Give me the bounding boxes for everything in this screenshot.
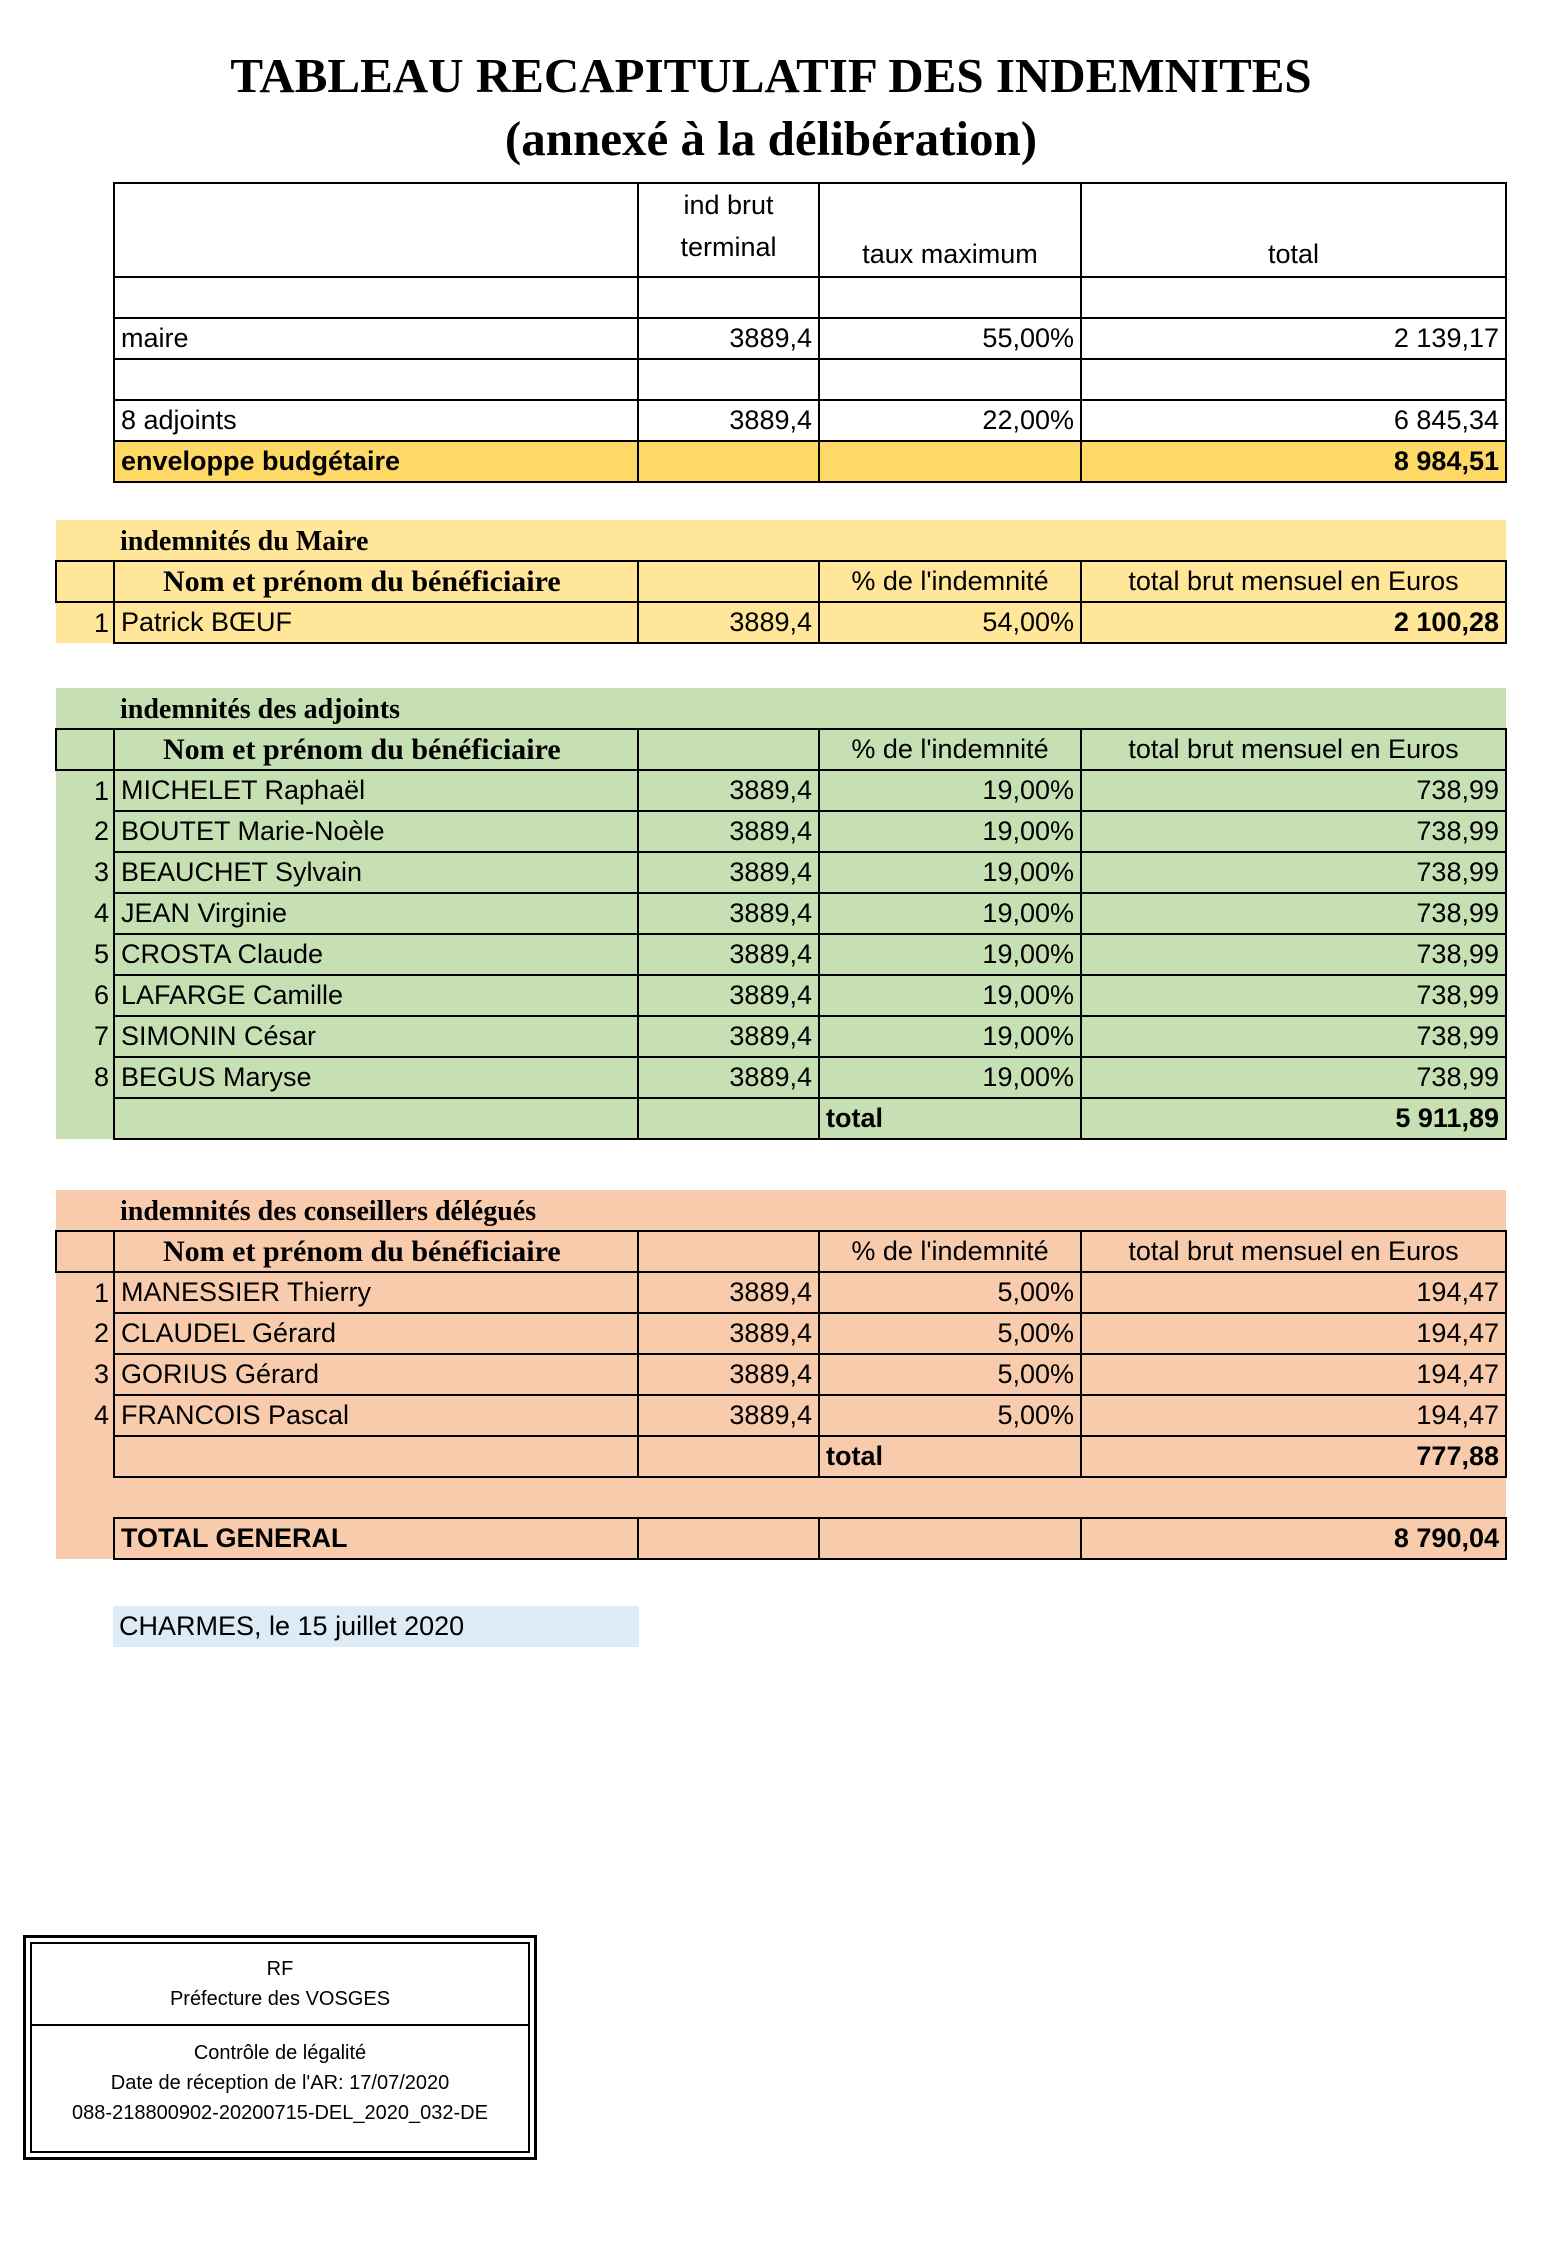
summary-spacer-row: [114, 359, 1506, 400]
header-name: Nom et prénom du bénéficiaire: [114, 729, 638, 770]
row-total: 738,99: [1081, 770, 1506, 811]
maire-table: [55, 520, 1507, 644]
table-row: [56, 1354, 1506, 1395]
summary-total: 2 139,17: [1081, 318, 1506, 359]
row-total: 194,47: [1081, 1354, 1506, 1395]
header-row: [56, 561, 1506, 602]
row-name: BOUTET Marie-Noèle: [114, 811, 638, 852]
header-total: total brut mensuel en Euros: [1081, 561, 1506, 602]
row-name: CROSTA Claude: [114, 934, 638, 975]
stamp-line: Date de réception de l'AR: 17/07/2020: [110, 2072, 450, 2094]
table-row: [56, 934, 1506, 975]
row-total: 738,99: [1081, 893, 1506, 934]
row-total: 738,99: [1081, 1057, 1506, 1098]
row-name: FRANCOIS Pascal: [114, 1395, 638, 1436]
row-pct: 19,00%: [819, 1057, 1081, 1098]
row-index: 1: [56, 602, 114, 643]
envelope-total: 8 984,51: [1081, 441, 1506, 482]
section-title-row: [56, 1190, 1506, 1231]
row-name: MICHELET Raphaël: [114, 770, 638, 811]
row-ind: 3889,4: [638, 975, 819, 1016]
row-index: 6: [56, 975, 114, 1016]
total-value: 5 911,89: [1081, 1098, 1506, 1139]
row-pct: 5,00%: [819, 1272, 1081, 1313]
summary-header-empty: [114, 183, 638, 277]
row-name: LAFARGE Camille: [114, 975, 638, 1016]
row-ind: 3889,4: [638, 1057, 819, 1098]
row-name: JEAN Virginie: [114, 893, 638, 934]
row-name: SIMONIN César: [114, 1016, 638, 1057]
row-total: 738,99: [1081, 975, 1506, 1016]
section-title: indemnités des adjoints: [56, 688, 1506, 729]
row-pct: 19,00%: [819, 811, 1081, 852]
row-index: 4: [56, 1395, 114, 1436]
row-pct: 5,00%: [819, 1395, 1081, 1436]
row-name: GORIUS Gérard: [114, 1354, 638, 1395]
grand-total-row: [56, 1518, 1506, 1559]
total-row: [56, 1436, 1506, 1477]
summary-header-ind-brut: ind brut terminal: [638, 183, 819, 277]
row-total: 2 100,28: [1081, 602, 1506, 643]
row-name: MANESSIER Thierry: [114, 1272, 638, 1313]
spacer-row: [56, 1477, 1506, 1518]
header-name: Nom et prénom du bénéficiaire: [114, 1231, 638, 1272]
row-pct: 19,00%: [819, 975, 1081, 1016]
row-ind: 3889,4: [638, 1395, 819, 1436]
summary-header-row: [114, 183, 1506, 277]
table-row: [56, 975, 1506, 1016]
page-title: TABLEAU RECAPITULATIF DES INDEMNITES: [230, 48, 1312, 103]
table-row: [56, 893, 1506, 934]
summary-header-taux: taux maximum: [819, 183, 1081, 277]
row-ind: 3889,4: [638, 1272, 819, 1313]
header-name: Nom et prénom du bénéficiaire: [114, 561, 638, 602]
summary-total: 6 845,34: [1081, 400, 1506, 441]
row-ind: 3889,4: [638, 934, 819, 975]
envelope-label: enveloppe budgétaire: [114, 441, 638, 482]
summary-label: maire: [114, 318, 638, 359]
row-pct: 19,00%: [819, 893, 1081, 934]
table-row: [56, 602, 1506, 643]
date-line: CHARMES, le 15 juillet 2020: [113, 1606, 639, 1647]
prefecture-stamp: [23, 1935, 537, 2160]
row-pct: 19,00%: [819, 1016, 1081, 1057]
summary-ind: 3889,4: [638, 318, 819, 359]
row-ind: 3889,4: [638, 852, 819, 893]
summary-header-total: total: [1081, 183, 1506, 277]
row-pct: 19,00%: [819, 852, 1081, 893]
header-row: [56, 729, 1506, 770]
row-ind: 3889,4: [638, 811, 819, 852]
summary-spacer-row: [114, 277, 1506, 318]
row-index: 1: [56, 770, 114, 811]
row-total: 738,99: [1081, 934, 1506, 975]
row-pct: 19,00%: [819, 934, 1081, 975]
row-ind: 3889,4: [638, 770, 819, 811]
section-title: indemnités des conseillers délégués: [56, 1190, 1506, 1231]
summary-taux: 22,00%: [819, 400, 1081, 441]
row-total: 194,47: [1081, 1313, 1506, 1354]
row-index: 3: [56, 1354, 114, 1395]
table-row: [56, 852, 1506, 893]
stamp-line: RF: [266, 1958, 294, 1980]
row-name: Patrick BŒUF: [114, 602, 638, 643]
summary-taux: 55,00%: [819, 318, 1081, 359]
row-total: 194,47: [1081, 1272, 1506, 1313]
summary-envelope-row: [114, 441, 1506, 482]
summary-ind: 3889,4: [638, 400, 819, 441]
table-row: [56, 770, 1506, 811]
total-label: total: [819, 1436, 1081, 1477]
total-row: [56, 1098, 1506, 1139]
row-index: 7: [56, 1016, 114, 1057]
header-pct: % de l'indemnité: [819, 1231, 1081, 1272]
total-label: total: [819, 1098, 1081, 1139]
grand-total-value: 8 790,04: [1081, 1518, 1506, 1559]
row-pct: 54,00%: [819, 602, 1081, 643]
table-row: [56, 1016, 1506, 1057]
grand-total-label: TOTAL GENERAL: [114, 1518, 638, 1559]
row-name: CLAUDEL Gérard: [114, 1313, 638, 1354]
row-ind: 3889,4: [638, 893, 819, 934]
row-name: BEAUCHET Sylvain: [114, 852, 638, 893]
row-name: BEGUS Maryse: [114, 1057, 638, 1098]
table-row: [56, 1057, 1506, 1098]
table-row: [56, 1313, 1506, 1354]
stamp-line: Contrôle de légalité: [193, 2042, 367, 2064]
row-total: 738,99: [1081, 852, 1506, 893]
section-title-row: [56, 520, 1506, 561]
table-row: [56, 1272, 1506, 1313]
section-title-row: [56, 688, 1506, 729]
summary-row-adjoints: [114, 400, 1506, 441]
header-total: total brut mensuel en Euros: [1081, 1231, 1506, 1272]
table-row: [56, 811, 1506, 852]
page-subtitle: (annexé à la délibération): [504, 111, 1038, 166]
header-row: [56, 1231, 1506, 1272]
header-pct: % de l'indemnité: [819, 729, 1081, 770]
row-index: 8: [56, 1057, 114, 1098]
summary-table: [113, 182, 1507, 483]
row-total: 738,99: [1081, 1016, 1506, 1057]
total-value: 777,88: [1081, 1436, 1506, 1477]
row-index: 1: [56, 1272, 114, 1313]
row-total: 194,47: [1081, 1395, 1506, 1436]
header-pct: % de l'indemnité: [819, 561, 1081, 602]
stamp-line: Préfecture des VOSGES: [169, 1988, 391, 2010]
adjoints-table: [55, 688, 1507, 1140]
row-index: 2: [56, 811, 114, 852]
header-total: total brut mensuel en Euros: [1081, 729, 1506, 770]
row-index: 4: [56, 893, 114, 934]
row-pct: 19,00%: [819, 770, 1081, 811]
row-index: 3: [56, 852, 114, 893]
conseillers-table: [55, 1190, 1507, 1560]
row-ind: 3889,4: [638, 602, 819, 643]
row-pct: 5,00%: [819, 1354, 1081, 1395]
row-total: 738,99: [1081, 811, 1506, 852]
summary-label: 8 adjoints: [114, 400, 638, 441]
row-ind: 3889,4: [638, 1354, 819, 1395]
row-index: 5: [56, 934, 114, 975]
row-index: 2: [56, 1313, 114, 1354]
stamp-line: 088-218800902-20200715-DEL_2020_032-DE: [72, 2102, 488, 2124]
row-pct: 5,00%: [819, 1313, 1081, 1354]
summary-row-maire: [114, 318, 1506, 359]
section-title: indemnités du Maire: [56, 520, 1506, 561]
row-ind: 3889,4: [638, 1016, 819, 1057]
row-ind: 3889,4: [638, 1313, 819, 1354]
table-row: [56, 1395, 1506, 1436]
